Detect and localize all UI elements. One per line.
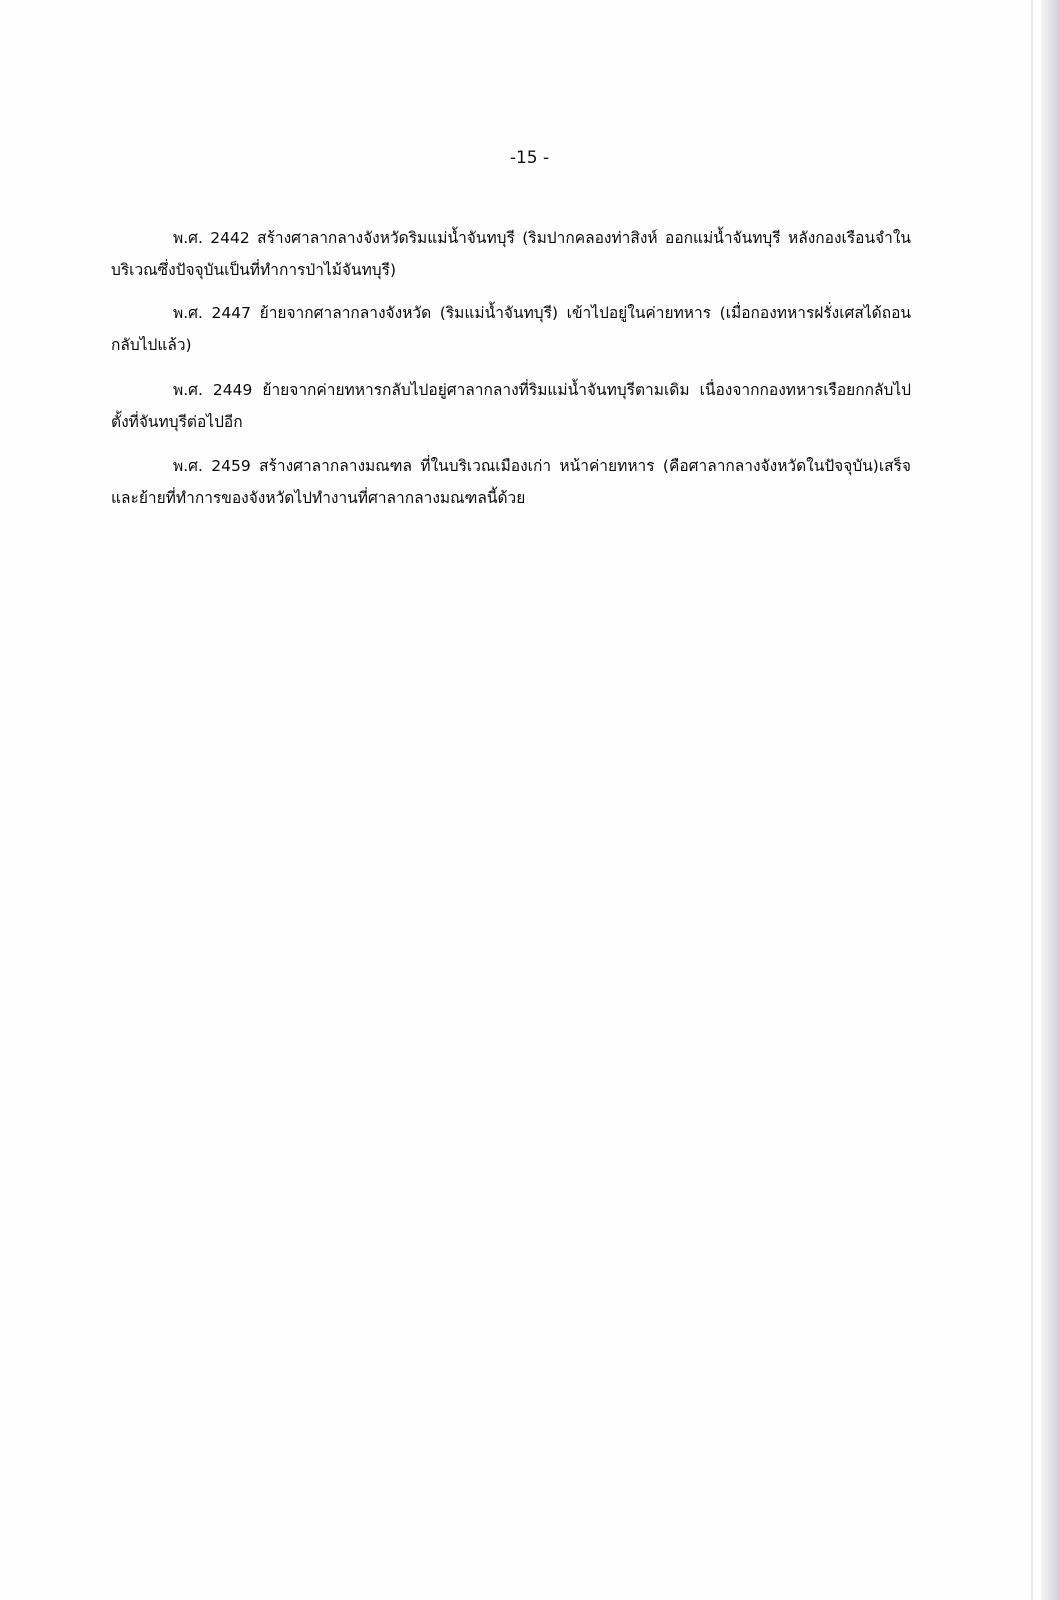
- paragraph-2442: [111, 222, 911, 286]
- paragraph-text: พ.ศ. 2449 ย้ายจากค่ายทหารกลับไปอยู่ศาลากลางที่ริมแม่น้ำจันทบุรีตามเดิม เนื่องจากกองทหารเรือยกกลับไปตั้งที่จันทบุรีต่อไปอีก: [111, 381, 911, 431]
- page-edge-line: [1031, 0, 1033, 1600]
- paragraph-2447: [111, 297, 911, 361]
- paragraph-text: พ.ศ. 2442 สร้างศาลากลางจังหวัดริมแม่น้ำจันทบุรี (ริมปากคลองท่าสิงห์ ออกแม่น้ำจันทบุรี หลังกองเรือนจำในบริเวณซึ่งปัจจุบันเป็นที่ทำการป่าไม้จันทบุรี): [111, 229, 911, 279]
- paragraph-text: พ.ศ. 2459 สร้างศาลากลางมณฑล ที่ในบริเวณเมืองเก่า หน้าค่ายทหาร (คือศาลากลางจังหวัดในปัจจุบัน)เสร็จ และย้ายที่ทำการของจังหวัดไปทำงานที่ศาลากลางมณฑลนี้ด้วย: [111, 457, 911, 507]
- paragraph-text: พ.ศ. 2447 ย้ายจากศาลากลางจังหวัด (ริมแม่น้ำจันทบุรี) เข้าไปอยู่ในค่ายทหาร (เมื่อกองทหารฝรั่งเศสได้ถอนกลับไปแล้ว): [111, 304, 911, 354]
- paragraph-2449: [111, 374, 911, 438]
- binding-edge: [1041, 0, 1059, 1600]
- paragraph-2459: [111, 450, 911, 514]
- page-number: -15 -: [509, 148, 550, 168]
